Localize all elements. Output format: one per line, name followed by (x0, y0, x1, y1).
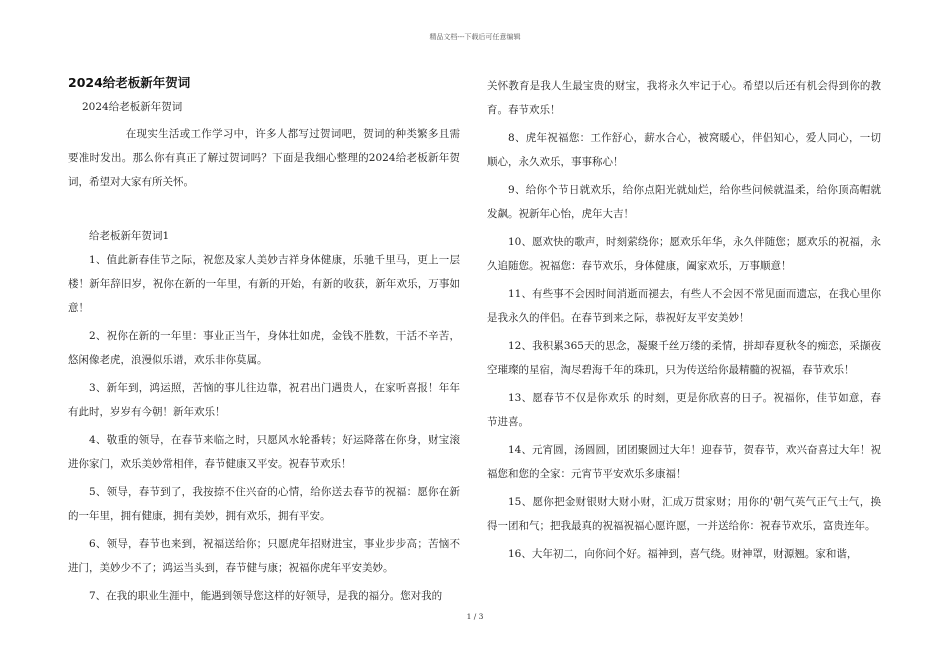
greeting-item-5: 5、领导，春节到了，我按捺不住兴奋的心情，给你送去春节的祝福：愿你在新的一年里，拥有健康，拥有美妙，拥有欢乐，拥有平安。 (68, 486, 460, 522)
greeting-item-16: 16、大年初二，向你问个好。福神到，喜气绕。财神罩，财源翘。家和谐， (508, 548, 858, 560)
document-subtitle: 2024给老板新年贺词 (82, 101, 183, 113)
right-column (487, 74, 881, 566)
greeting-item-3: 3、新年到，鸿运照，苦恼的事儿往边靠，祝君出门遇贵人，在家听喜报！年年有此时，岁岁有今朝！新年欢乐！ (68, 382, 460, 418)
greeting-item-8: 8、虎年祝福您：工作舒心，薪水合心，被窝暖心，伴侣知心，爱人同心，一切顺心，永久欢乐，事事称心！ (487, 132, 881, 168)
document-title: 2024给老板新年贺词 (68, 75, 191, 90)
page-header: 精品文档---下载后可任意编辑 (429, 33, 521, 41)
section-heading: 给老板新年贺词1 (89, 230, 170, 242)
greeting-item-10: 10、愿欢快的歌声，时刻萦绕你；愿欢乐年华，永久伴随您；愿欢乐的祝福，永久追随您。祝福您：春节欢乐，身体健康，阖家欢乐，万事顺意！ (487, 236, 881, 272)
greeting-item-9: 9、给你个节日就欢乐，给你点阳光就灿烂，给你些问候就温柔，给你顶高帽就发飙。祝新年心怡，虎年大吉！ (487, 184, 881, 220)
left-column (68, 74, 460, 608)
page-number: 1 / 3 (466, 612, 484, 621)
greeting-item-7-continued: 关怀教育是我人生最宝贵的财宝，我将永久牢记于心。希望以后还有机会得到你的教育。春节欢乐！ (487, 80, 881, 116)
greeting-item-12: 12、我积累365天的思念，凝聚千丝万缕的柔情，拼却春夏秋冬的痴恋，采撷夜空璀璨的星宿，淘尽碧海千年的珠玑，只为传送给你最精髓的祝福，春节欢乐！ (487, 340, 881, 376)
greeting-item-15: 15、愿你把金财银财大财小财，汇成万贯家财；用你的'朝气英气正气士气，换得一团和气；把我最真的祝福祝福心愿许愿，一并送给你：祝春节欢乐，富贵连年。 (487, 496, 881, 532)
greeting-item-1: 1、值此新春佳节之际，祝您及家人美妙吉祥身体健康，乐驰千里马，更上一层楼！新年辞旧岁，祝你在新的一年里，有新的开始，有新的收获，新年欢乐，万事如意！ (68, 254, 460, 314)
greeting-item-14: 14、元宵圆，汤圆圆，团团聚圆过大年！迎春节，贺春节，欢兴奋喜过大年！祝福您和您的全家：元宵节平安欢乐多康福！ (487, 444, 881, 480)
greeting-item-2: 2、祝你在新的一年里：事业正当午，身体壮如虎，金钱不胜数，干活不辛苦，悠闲像老虎，浪漫似乐谱，欢乐非你莫属。 (68, 330, 460, 366)
greeting-item-6: 6、领导，春节也来到，祝福送给你；只愿虎年招财进宝，事业步步高；苦恼不进门，美妙少不了；鸿运当头到，春节健与康；祝福你虎年平安美妙。 (68, 538, 460, 574)
greeting-item-7: 7、在我的职业生涯中，能遇到领导您这样的好领导，是我的福分。您对我的 (89, 590, 443, 602)
greeting-item-13: 13、愿春节不仅是你欢乐 的时刻，更是你欣喜的日子。祝福你，佳节如意，春节进喜。 (487, 392, 881, 428)
greeting-item-4: 4、敬重的领导，在春节来临之时，只愿风水轮番转；好运降落在你身，财宝滚进你家门，欢乐美妙常相伴，春节健康又平安。祝春节欢乐！ (68, 434, 460, 470)
intro-paragraph: 在现实生活或工作学习中，许多人都写过贺词吧，贺词的种类繁多且需要准时发出。那么你有真正了解过贺词吗？下面是我细心整理的2024给老板新年贺词，希望对大家有所关怀。 (68, 128, 460, 188)
greeting-item-11: 11、有些事不会因时间消逝而褪去，有些人不会因不常见面而遗忘，在我心里你是我永久的伴侣。在春节到来之际，恭祝好友平安美妙！ (487, 288, 881, 324)
